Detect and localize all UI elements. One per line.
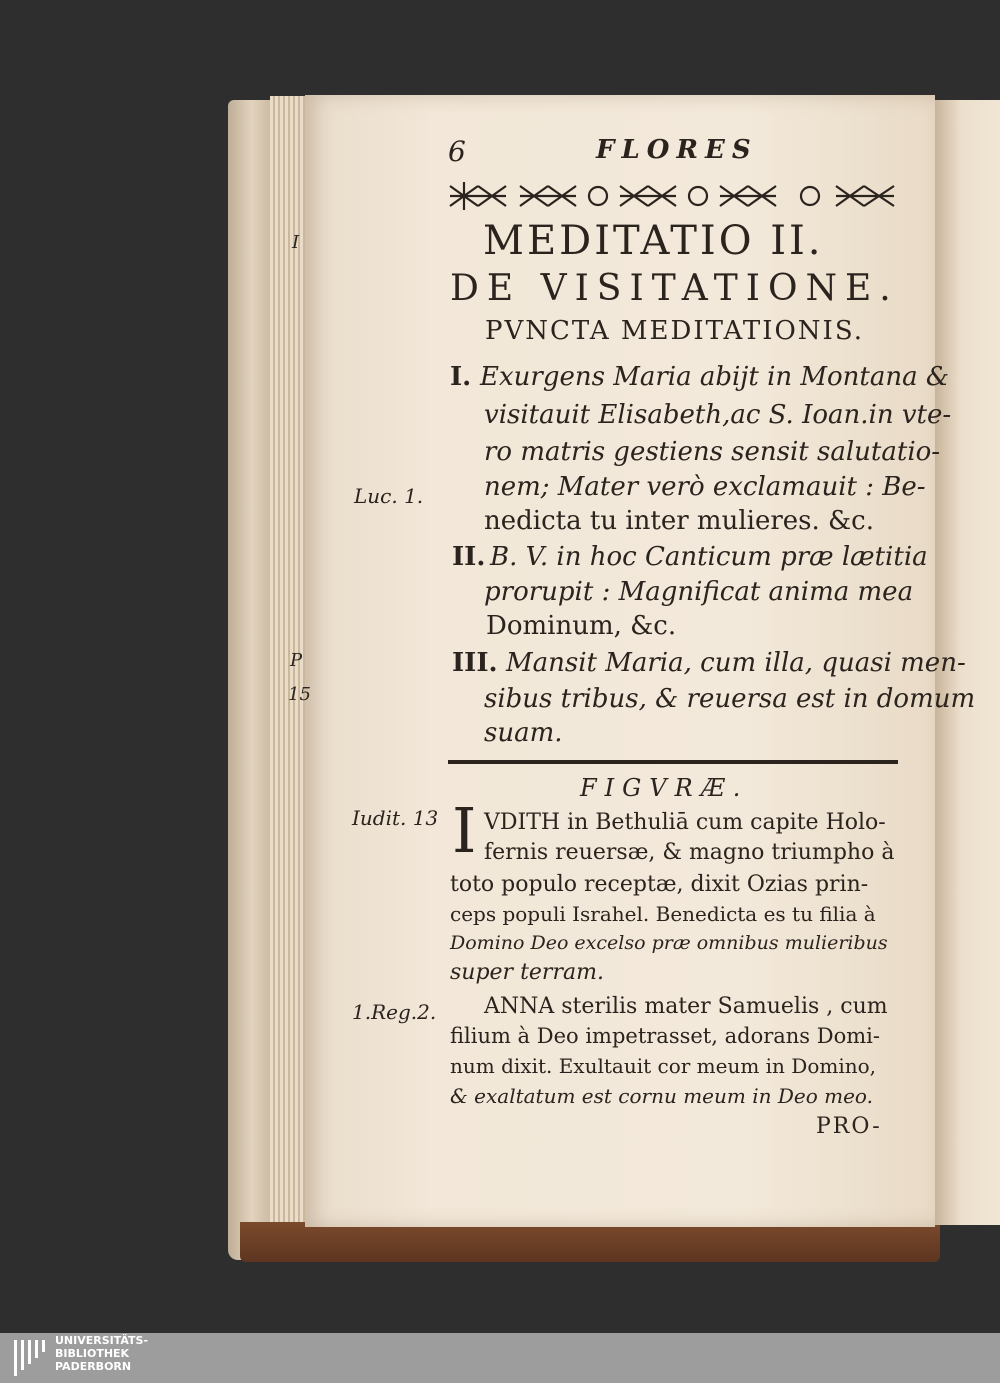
ornament-knot-5 [836, 186, 894, 206]
ornament-flower-3 [801, 187, 819, 205]
section-rule [448, 760, 898, 764]
point-line: B. V. in hoc Canticum præ lætitia [490, 542, 928, 572]
point-line: visitauit Elisabeth,ac S. Ioan.in vte- [484, 400, 952, 430]
puncta-heading: PVNCTA MEDITATIONIS. [485, 316, 864, 346]
library-logo-icon [12, 1338, 52, 1378]
running-title: FLORES [596, 135, 758, 165]
body-line: VDITH in Bethuliā cum capite Holo- [484, 810, 886, 835]
point-numeral: II. [452, 542, 486, 572]
ornament-knot-1 [450, 182, 506, 210]
edge-note-15: 15 [288, 684, 311, 705]
ornament-flower-1 [589, 187, 607, 205]
point-line: Exurgens Maria abijt in Montana & [480, 362, 950, 392]
point-line: suam. [484, 718, 563, 748]
point-line: nedicta tu inter mulieres. &c. [484, 506, 874, 536]
figurae-heading: FIGVRÆ. [580, 774, 749, 802]
point-line: Dominum, &c. [486, 611, 677, 641]
meditation-title: MEDITATIO II. [483, 218, 824, 264]
body-line: toto populo receptæ, dixit Ozias prin- [450, 872, 869, 897]
catchword: PRO- [816, 1114, 882, 1139]
body-line: fernis reuersæ, & magno triumpho à [484, 840, 895, 865]
library-name-line: UNIVERSITÄTS- [55, 1334, 149, 1347]
library-name-line: BIBLIOTHEK [55, 1347, 130, 1360]
ornament-band [448, 178, 898, 214]
book-cover-bottom [240, 1222, 940, 1262]
page-number: 6 [448, 135, 466, 168]
ornament-flower-2 [689, 187, 707, 205]
library-name [55, 1334, 148, 1373]
body-line: filium à Deo impetrasset, adorans Domi- [450, 1024, 880, 1048]
margin-note-judit: Iudit. 13 [352, 806, 439, 830]
point-line: nem; Mater verò exclamauit : Be- [484, 472, 926, 502]
ornament-knot-3 [620, 186, 676, 206]
page-stack-edge [270, 96, 310, 1246]
body-line: super terram. [450, 960, 604, 985]
point-numeral: I. [450, 362, 472, 392]
point-line: prorupit : Magnificat anima mea [484, 577, 914, 607]
body-line: ceps populi Israhel. Benedicta es tu filia à [450, 902, 876, 926]
body-line: num dixit. Exultauit cor meum in Domino, [450, 1054, 877, 1078]
meditation-subtitle: DE VISITATIONE. [450, 268, 899, 309]
footer-bar [0, 1333, 1000, 1383]
body-line: ANNA sterilis mater Samuelis , cum [484, 994, 888, 1019]
ornament-knot-2 [520, 186, 576, 206]
ornament-knot-4 [720, 186, 776, 206]
point-line: ro matris gestiens sensit salutatio- [484, 437, 941, 467]
margin-note-luc: Luc. 1. [354, 484, 424, 508]
point-line: sibus tribus, & reuersa est in domum [484, 684, 976, 714]
body-line: & exaltatum est cornu meum in Deo meo. [450, 1084, 873, 1108]
point-numeral: III. [452, 648, 498, 678]
point-line: Mansit Maria, cum illa, quasi men- [506, 648, 966, 678]
edge-note-p: P [290, 650, 303, 671]
library-name-line: PADERBORN [55, 1360, 132, 1373]
edge-note-1: I [292, 232, 300, 253]
drop-cap: I [452, 794, 477, 867]
body-line: Domino Deo excelso præ omnibus mulieribus [450, 932, 888, 954]
margin-note-reg: 1.Reg.2. [352, 1000, 437, 1024]
